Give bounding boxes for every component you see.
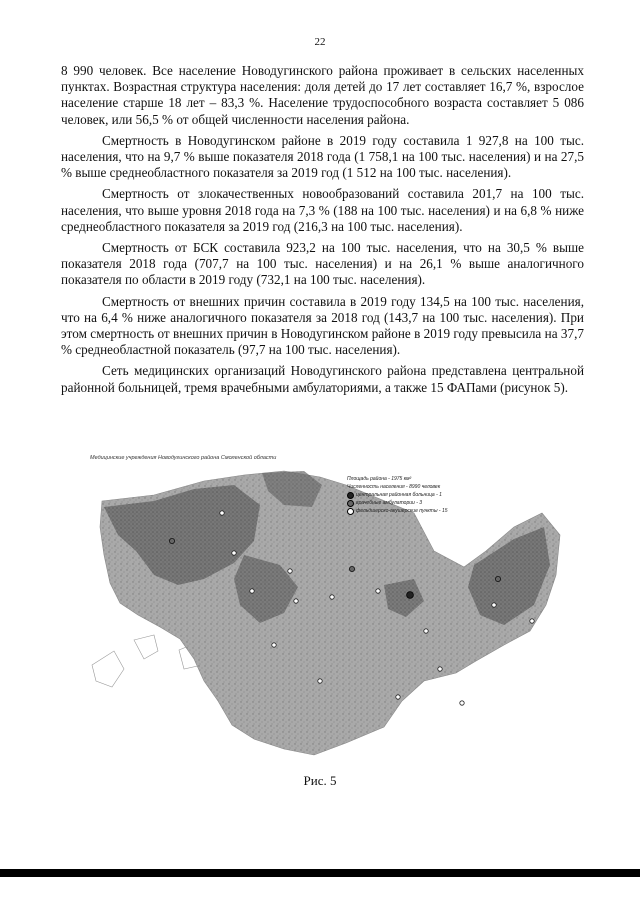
fap-marker — [288, 569, 292, 573]
body-text — [61, 63, 584, 401]
legend-area: Площадь района - 1975 км² — [347, 476, 412, 482]
ambulatory-legend-icon — [347, 500, 354, 507]
paragraph: Сеть медицинских организаций Новодугинского района представлена центральной районной больницей, тремя врачебными амбулаториями, а также 15 ФАПами (рисунок 5). — [61, 363, 584, 395]
fap-marker — [396, 695, 400, 699]
paragraph: Смертность от БСК составила 923,2 на 100 тыс. населения, что на 30,5 % выше показателя 2018 года (707,7 на 100 тыс. населения) и на 26,1 % выше аналогичного показателя по области в 2019 году (732,1 на 100 тыс. населения). — [61, 240, 584, 288]
legend-fap-label: фельдшерско-акушерские пункты - 15 — [356, 508, 448, 514]
ambulatory-marker — [495, 576, 500, 581]
fap-marker — [220, 511, 224, 515]
fap-marker — [460, 701, 464, 705]
fap-marker — [250, 589, 254, 593]
legend-population: Численность населения - 8990 человек — [347, 484, 441, 490]
district-map — [84, 455, 568, 767]
crh-legend-icon — [347, 492, 354, 499]
fap-marker — [272, 643, 276, 647]
fap-marker — [376, 589, 380, 593]
fap-legend-icon — [347, 508, 354, 515]
map-legend — [347, 475, 448, 515]
paragraph: 8 990 человек. Все население Новодугинского района проживает в сельских населенных пунктах. Возрастная структура населения: доля детей до 17 лет составляет 16,7 %, взрослое население старше 18 лет – 83,3 %. Население трудоспособного возраста составляет 5 086 человек, или 56,5 % от общей численности населения района. — [61, 63, 584, 127]
fap-marker — [438, 667, 442, 671]
fap-marker — [492, 603, 496, 607]
figure-caption: Рис. 5 — [303, 773, 337, 788]
fap-marker — [232, 551, 236, 555]
fap-marker — [530, 619, 534, 623]
footer-rule — [0, 869, 640, 877]
ambulatory-marker — [349, 566, 354, 571]
paragraph: Смертность от внешних причин составила в 2019 году 134,5 на 100 тыс. населения, что на 6,4 % ниже аналогичного показателя за 2018 год (143,7 на 100 тыс. населения). При этом смертность от внешних причин в Новодугинском районе в 2019 году превысила на 37,7 % среднеобластной показатель (97,7 на 100 тыс. населения). — [61, 293, 584, 358]
district-map-figure — [84, 455, 568, 767]
fap-marker — [330, 595, 334, 599]
crh-marker — [407, 592, 414, 599]
legend-crh — [347, 491, 448, 499]
paragraph: Смертность в Новодугинском районе в 2019 году составила 1 927,8 на 100 тыс. населения, что на 9,7 % выше показателя 2018 года (1 758,1 на 100 тыс. населения) и на 27,5 % выше среднеобластного показателя за 2019 год (1 512 на 100 тыс. населения). — [61, 132, 584, 181]
fap-marker — [318, 679, 322, 683]
fap-marker — [294, 599, 298, 603]
legend-ambulatory — [347, 499, 448, 507]
legend-crh-label: центральная районная больница - 1 — [356, 492, 442, 498]
fap-marker — [424, 629, 428, 633]
paragraph: Смертность от злокачественных новообразований составила 201,7 на 100 тыс. населения, что выше уровня 2018 года на 7,3 % (188 на 100 тыс. населения) и на 6,8 % ниже среднеобластного показателя за 2019 год (216,3 на 100 тыс. населения). — [61, 186, 584, 234]
page-number: 22 — [314, 36, 326, 48]
ambulatory-marker — [169, 538, 174, 543]
legend-ambulatory-label: врачебные амбулатории - 3 — [356, 500, 423, 506]
legend-fap — [347, 507, 448, 515]
map-title: Медицинские учреждения Новодугинского района Смоленской области — [90, 455, 277, 461]
